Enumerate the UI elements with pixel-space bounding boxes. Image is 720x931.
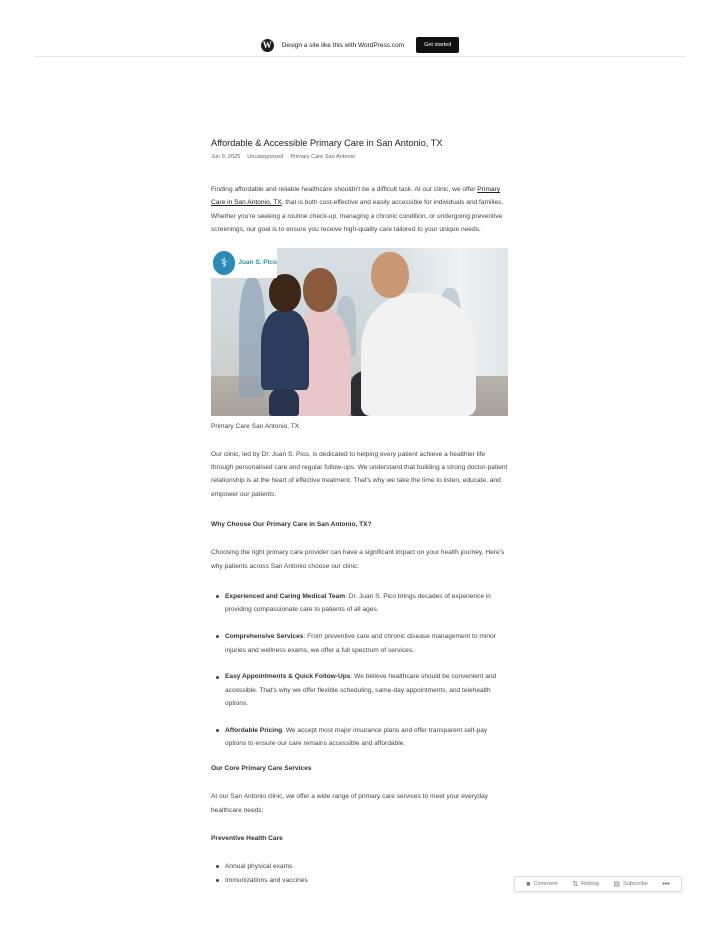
intro-paragraph	[211, 183, 509, 237]
medical-caduceus-icon: ⚕	[213, 251, 235, 275]
post-date-link[interactable]: Jun 9, 2025	[211, 154, 241, 160]
post-article	[211, 137, 509, 887]
paragraph: At our San Antonio clinic, we offer a wide range of primary care services to meet your everyday healthcare needs:	[211, 793, 488, 814]
image-figure	[361, 293, 476, 416]
image-caption: Primary Care San Antonio, TX	[211, 422, 300, 430]
banner-divider	[34, 56, 686, 57]
comment-label: Comment	[533, 881, 558, 887]
list-item-text: : From preventive care and chronic disease management to minor injuries and wellness exams, we offer a full spectrum of services.	[225, 633, 496, 654]
wordpress-banner	[0, 34, 720, 56]
get-started-button[interactable]: Get started	[416, 37, 459, 53]
list-item: Immunizations and vaccines	[211, 874, 509, 887]
image-figure	[269, 274, 301, 312]
list-item	[211, 670, 509, 710]
intro-text-end: , that is both cost-effective and easily accessible for individuals and families. Whether you're seeking a routine check-up, managing a chronic condition, or undergoing preventive screenings, our goal is to ensure you receive high-quality care tailored to your unique needs.	[211, 199, 504, 234]
image-figure	[269, 388, 299, 416]
paragraph: Our clinic, led by Dr. Juan S. Pico, is dedicated to helping every patient achieve a healthier life through personalised care and regular follow-ups. We understand that building a strong doctor-patient relationship is at the heart of effective treatment. That's why we take the time to listen, educate, and empower our patients.	[211, 450, 508, 498]
post-meta	[211, 154, 509, 160]
clinic-logo-text: Juan S. Pico	[238, 259, 277, 267]
post-tag-link[interactable]: Primary Care San Antonio	[290, 154, 355, 160]
list-item	[211, 590, 509, 617]
reblog-label: Reblog	[581, 881, 599, 887]
banner-text[interactable]: Design a site like this with WordPress.com	[281, 41, 405, 49]
list-item-title: Easy Appointments & Quick Follow-Ups	[225, 673, 351, 681]
post-featured-image	[211, 248, 508, 416]
reblog-button[interactable]	[572, 880, 599, 888]
services-list	[211, 860, 509, 887]
subscribe-icon: ▤	[613, 881, 620, 888]
section-heading: Our Core Primary Care Services	[211, 765, 312, 773]
image-figure	[371, 252, 409, 298]
comment-icon: ■	[526, 880, 531, 888]
section-heading: Why Choose Our Primary Care in San Antonio, TX?	[211, 521, 372, 529]
list-item-text: : We believe healthcare should be convenient and accessible. That's why we offer flexible scheduling, same-day appointments, and telehealth options.	[225, 673, 497, 708]
intro-text-start: Finding affordable and reliable healthcare shouldn't be a difficult task. At our clinic, we offer	[211, 186, 478, 193]
wordpress-logo-icon[interactable]: W	[262, 40, 272, 50]
list-item-text: : We accept most major insurance plans and offer transparent self-pay options to ensure our care remains accessible and affordable.	[225, 727, 488, 748]
subscribe-button[interactable]	[613, 880, 648, 888]
list-item: Annual physical exams	[211, 860, 509, 873]
reasons-list	[211, 590, 509, 751]
post-action-bar	[514, 876, 682, 892]
list-item-title: Experienced and Caring Medical Team	[225, 593, 346, 601]
more-options-button[interactable]: •••	[662, 880, 670, 888]
list-item	[211, 724, 509, 751]
list-item-title: Comprehensive Services	[225, 633, 304, 641]
list-item-title: Affordable Pricing	[225, 727, 283, 735]
post-category-link[interactable]: Uncategorized	[247, 154, 284, 160]
clinic-logo	[211, 248, 277, 278]
reblog-icon: ⇅	[572, 881, 579, 888]
comment-button[interactable]	[526, 881, 557, 888]
subscribe-label: Subscribe	[622, 881, 648, 887]
list-item	[211, 630, 509, 657]
post-title: Affordable & Accessible Primary Care in San Antonio, TX	[211, 138, 443, 148]
paragraph: Choosing the right primary care provider can have a significant impact on your health journey. Here's why patients across San Antonio choose our clinic:	[211, 549, 505, 570]
primary-care-link[interactable]: Primary Care in San Antonio, TX	[211, 186, 500, 207]
image-figure	[261, 310, 309, 390]
image-figure	[303, 268, 337, 312]
list-item-text: : Dr. Juan S. Pico brings decades of experience in providing compassionate care to patients of all ages.	[225, 593, 491, 614]
section-heading: Preventive Health Care	[211, 835, 283, 843]
